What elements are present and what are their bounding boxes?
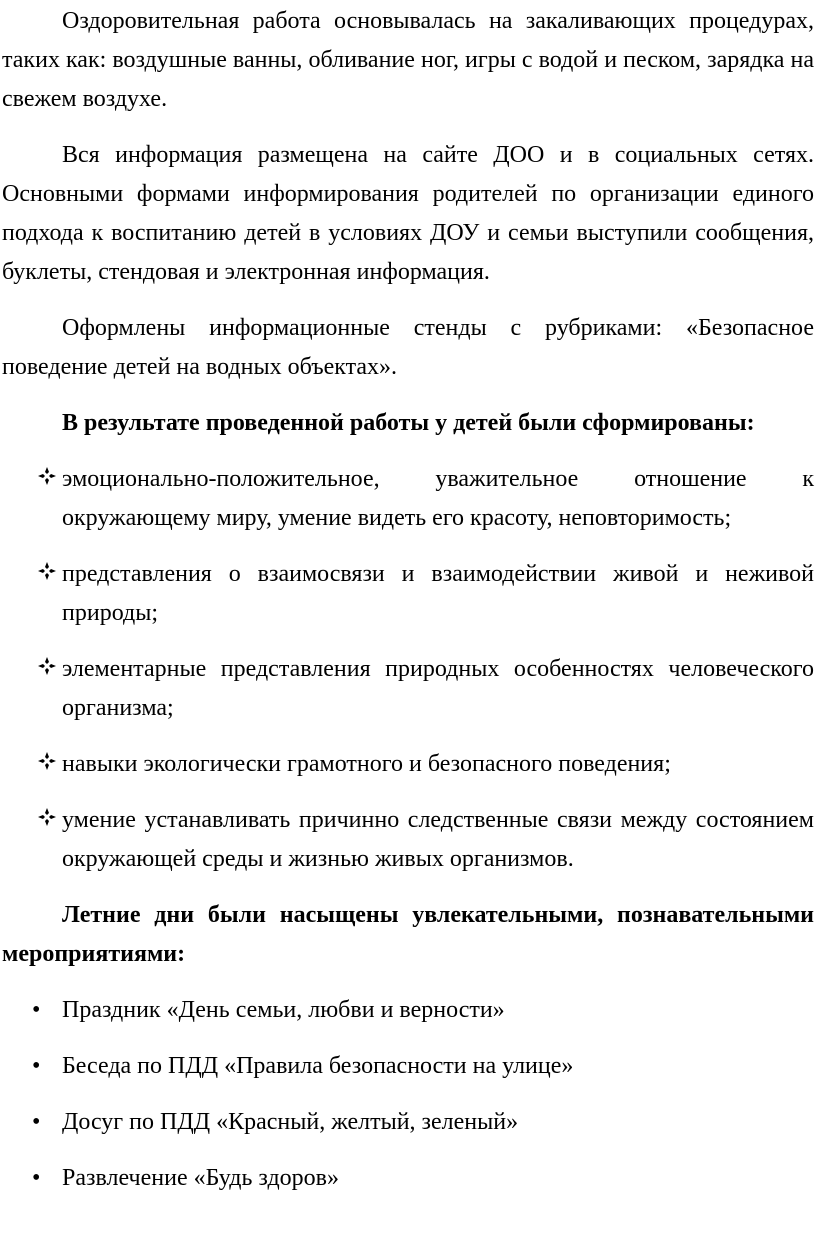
events-item-text: Праздник «День семьи, любви и верности» — [62, 997, 505, 1023]
results-list-item — [2, 745, 814, 784]
results-list-item — [2, 650, 814, 728]
paragraph-information: Вся информация размещена на сайте ДОО и в социальных сетях. Основными формами информирования родителей по организации единого подхода к воспитанию детей в условиях ДОУ и семьи выступили сообщения, буклеты, стендовая и электронная информация. — [2, 142, 814, 285]
events-list-item — [2, 1047, 814, 1086]
results-list — [2, 460, 814, 879]
bullet-icon: • — [32, 1165, 41, 1191]
events-list-item — [2, 991, 814, 1030]
results-list-item — [2, 555, 814, 633]
bullet-icon: • — [32, 997, 41, 1023]
events-item-text: Развлечение «Будь здоров» — [62, 1165, 340, 1191]
results-heading: В результате проведенной работы у детей были сформированы: — [62, 410, 755, 436]
events-item-text: Досуг по ПДД «Красный, желтый, зеленый» — [62, 1109, 519, 1135]
paragraph-health-work: Оздоровительная работа основывалась на закаливающих процедурах, таких как: воздушные ванны, обливание ног, игры с водой и песком, зарядка на свежем воздухе. — [2, 8, 814, 112]
diamond-bullet-icon — [38, 752, 56, 770]
results-item-text: элементарные представления природных особенностях человеческого организма; — [62, 656, 814, 721]
events-heading: Летние дни были насыщены увлекательными, познавательными мероприятиями: — [2, 902, 814, 967]
diamond-bullet-icon — [38, 562, 56, 580]
results-item-text: навыки экологически грамотного и безопасного поведения; — [62, 751, 671, 777]
events-list-item — [2, 1103, 814, 1142]
bullet-icon: • — [32, 1109, 41, 1135]
diamond-bullet-icon — [38, 808, 56, 826]
events-list — [2, 991, 814, 1198]
results-item-text: умение устанавливать причинно следственные связи между состоянием окружающей среды и жизнью живых организмов. — [62, 807, 814, 872]
paragraph-stands: Оформлены информационные стенды с рубриками: «Безопасное поведение детей на водных объектах». — [2, 315, 814, 380]
results-item-text: представления о взаимосвязи и взаимодействии живой и неживой природы; — [62, 561, 814, 626]
diamond-bullet-icon — [38, 657, 56, 675]
results-list-item — [2, 460, 814, 538]
results-item-text: эмоционально-положительное, уважительное отношение к окружающему миру, умение видеть его красоту, неповторимость; — [62, 466, 814, 531]
results-list-item — [2, 801, 814, 879]
bullet-icon: • — [32, 1053, 41, 1079]
events-list-item — [2, 1159, 814, 1198]
events-item-text: Беседа по ПДД «Правила безопасности на улице» — [62, 1053, 574, 1079]
diamond-bullet-icon — [38, 467, 56, 485]
